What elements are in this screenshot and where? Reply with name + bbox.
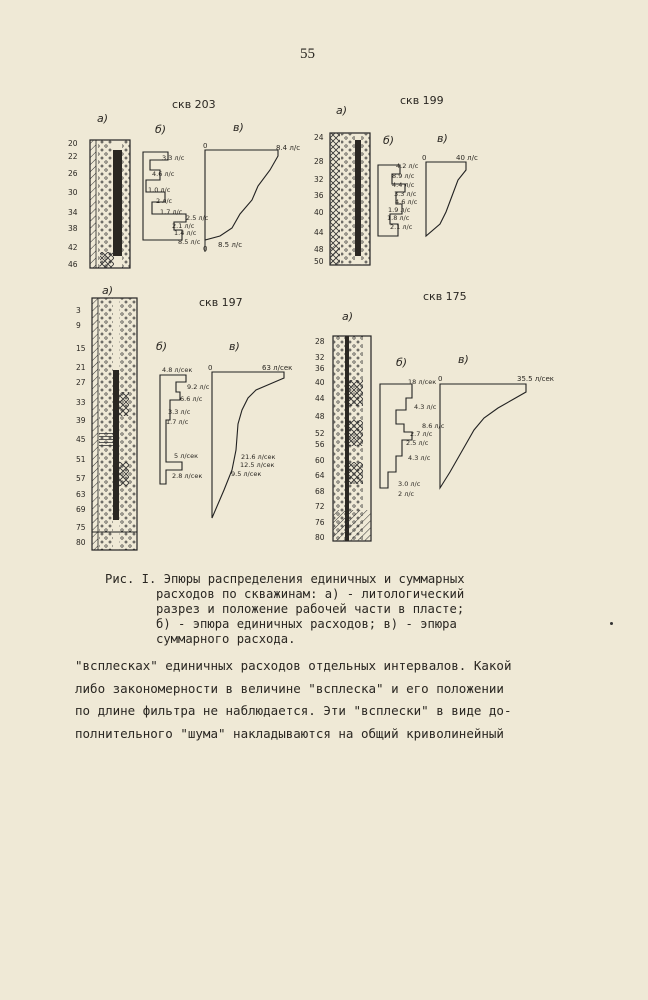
svg-text:34: 34 bbox=[68, 208, 78, 217]
svg-text:38: 38 bbox=[68, 224, 78, 233]
svg-text:64: 64 bbox=[315, 471, 325, 480]
svg-text:0: 0 bbox=[208, 364, 213, 372]
svg-text:3.3 л/с: 3.3 л/с bbox=[394, 190, 417, 198]
ink-dot bbox=[610, 622, 613, 625]
well-197-label-a: а) bbox=[102, 284, 114, 297]
svg-text:57: 57 bbox=[76, 474, 86, 483]
well-203-label-a: а) bbox=[97, 112, 109, 125]
well-199-depths bbox=[314, 133, 324, 266]
svg-text:72: 72 bbox=[315, 502, 325, 511]
svg-text:39: 39 bbox=[76, 416, 86, 425]
svg-text:1.0 л/с: 1.0 л/с bbox=[148, 186, 171, 194]
well-199-label-b: б) bbox=[383, 134, 395, 147]
svg-text:3.3 л/с: 3.3 л/с bbox=[162, 154, 185, 162]
caption-line: б) - эпюра единичных расходов; в) - эпюра bbox=[156, 617, 457, 631]
well-175-label-b: б) bbox=[396, 356, 408, 369]
caption-line: разрез и положение рабочей части в пласте; bbox=[156, 602, 465, 616]
well-199-cumulative-labels bbox=[422, 154, 478, 162]
svg-text:26: 26 bbox=[68, 169, 78, 178]
svg-text:9: 9 bbox=[76, 321, 81, 330]
svg-text:63 л/сек: 63 л/сек bbox=[262, 364, 293, 372]
svg-text:46: 46 bbox=[68, 260, 78, 269]
svg-text:69: 69 bbox=[76, 505, 86, 514]
well-175-title: скв 175 bbox=[423, 290, 467, 303]
svg-text:50: 50 bbox=[314, 257, 324, 266]
well-199-title: скв 199 bbox=[400, 94, 444, 107]
svg-text:48: 48 bbox=[314, 245, 324, 254]
svg-text:0: 0 bbox=[422, 154, 427, 162]
svg-text:20: 20 bbox=[68, 139, 78, 148]
body-line: "всплесках" единичных расходов отдельных интервалов. Какой bbox=[75, 658, 512, 673]
svg-text:8.6 л/с: 8.6 л/с bbox=[422, 422, 445, 430]
svg-text:44: 44 bbox=[315, 394, 325, 403]
svg-text:42: 42 bbox=[68, 243, 78, 252]
svg-text:2.5 л/с: 2.5 л/с bbox=[406, 439, 429, 447]
svg-text:0: 0 bbox=[203, 245, 208, 253]
svg-text:4.8 л/сек: 4.8 л/сек bbox=[162, 366, 193, 374]
well-175-diagram bbox=[315, 290, 554, 542]
svg-text:2 л/с: 2 л/с bbox=[156, 197, 173, 205]
svg-text:51: 51 bbox=[76, 455, 86, 464]
svg-text:22: 22 bbox=[68, 152, 78, 161]
well-197-title: скв 197 bbox=[199, 296, 243, 309]
svg-text:32: 32 bbox=[315, 353, 325, 362]
svg-text:32: 32 bbox=[314, 175, 324, 184]
body-line: полнительного "шума" накладываются на общий криволинейный bbox=[75, 725, 504, 741]
svg-text:1.7 л/с: 1.7 л/с bbox=[160, 208, 183, 216]
body-paragraph bbox=[75, 655, 555, 745]
svg-text:1.4 л/с: 1.4 л/с bbox=[174, 229, 197, 237]
svg-text:5 л/сек: 5 л/сек bbox=[174, 452, 199, 460]
svg-text:48: 48 bbox=[315, 412, 325, 421]
svg-text:2.5 л/с: 2.5 л/с bbox=[186, 214, 209, 222]
body-line: либо закономерности в величине "всплеска" и его положении bbox=[75, 680, 504, 696]
svg-text:15: 15 bbox=[76, 344, 86, 353]
well-197-label-b: б) bbox=[156, 340, 168, 353]
svg-text:21: 21 bbox=[76, 363, 86, 372]
svg-text:76: 76 bbox=[315, 518, 325, 527]
well-175-label-a: а) bbox=[342, 310, 354, 323]
svg-text:18 л/сек: 18 л/сек bbox=[408, 378, 437, 386]
svg-text:3: 3 bbox=[76, 306, 81, 315]
well-199-label-v: в) bbox=[437, 132, 448, 145]
svg-text:8.4 л/с: 8.4 л/с bbox=[276, 144, 301, 152]
well-175-depths bbox=[315, 337, 325, 542]
caption-line: расходов по скважинам: а) - литологический bbox=[156, 587, 465, 601]
svg-text:1.7 л/с: 1.7 л/с bbox=[166, 418, 189, 426]
svg-text:4.3 л/с: 4.3 л/с bbox=[408, 454, 431, 462]
well-199-label-a: а) bbox=[336, 104, 348, 117]
svg-text:45: 45 bbox=[76, 435, 86, 444]
figure-caption bbox=[105, 572, 565, 647]
svg-text:60: 60 bbox=[315, 456, 325, 465]
svg-text:56: 56 bbox=[315, 440, 325, 449]
svg-text:2.1 л/с: 2.1 л/с bbox=[390, 223, 413, 231]
svg-text:21.6 л/сек: 21.6 л/сек bbox=[241, 453, 276, 461]
well-197-depths bbox=[76, 306, 86, 547]
svg-text:40: 40 bbox=[315, 378, 325, 387]
well-197-cumulative-labels bbox=[208, 364, 292, 372]
svg-text:1.9 л/с: 1.9 л/с bbox=[388, 206, 411, 214]
svg-text:27: 27 bbox=[76, 378, 86, 387]
svg-text:2.1 л/с: 2.1 л/с bbox=[172, 222, 195, 230]
svg-text:4.2 л/с: 4.2 л/с bbox=[396, 162, 419, 170]
svg-text:0: 0 bbox=[438, 375, 443, 383]
body-line: по длине фильтра не наблюдается. Эти "всплески" в виде до- bbox=[75, 703, 512, 718]
well-175-label-v: в) bbox=[458, 353, 469, 366]
well-175-unit-labels bbox=[398, 378, 445, 498]
well-203-title: скв 203 bbox=[172, 98, 216, 111]
svg-text:2.7 л/с: 2.7 л/с bbox=[410, 430, 433, 438]
svg-text:44: 44 bbox=[314, 228, 324, 237]
svg-text:35.5 л/сек: 35.5 л/сек bbox=[517, 375, 555, 383]
svg-text:0: 0 bbox=[203, 142, 208, 150]
svg-text:9.2 л/с: 9.2 л/с bbox=[187, 383, 210, 391]
svg-text:63: 63 bbox=[76, 490, 86, 499]
svg-text:8.5 л/с: 8.5 л/с bbox=[218, 241, 243, 249]
svg-text:2.8 л/сек: 2.8 л/сек bbox=[172, 472, 203, 480]
svg-text:12.5 л/сек: 12.5 л/сек bbox=[240, 461, 275, 469]
svg-text:4.6 л/с: 4.6 л/с bbox=[395, 198, 418, 206]
svg-text:68: 68 bbox=[315, 487, 325, 496]
svg-text:3.0 л/с: 3.0 л/с bbox=[398, 480, 421, 488]
well-199-diagram bbox=[314, 94, 478, 266]
svg-text:2 л/с: 2 л/с bbox=[398, 490, 415, 498]
caption-line: суммарного расхода. bbox=[156, 632, 296, 646]
svg-text:28: 28 bbox=[314, 157, 324, 166]
svg-text:33: 33 bbox=[76, 398, 86, 407]
svg-text:28: 28 bbox=[315, 337, 325, 346]
well-203-label-v: в) bbox=[233, 121, 244, 134]
well-197-unit-labels bbox=[162, 366, 275, 480]
svg-text:30: 30 bbox=[68, 188, 78, 197]
well-203-label-b: б) bbox=[155, 123, 167, 136]
svg-text:9.5 л/сек: 9.5 л/сек bbox=[231, 470, 262, 478]
svg-text:1.8 л/с: 1.8 л/с bbox=[387, 214, 410, 222]
caption-line: Рис. I. Эпюры распределения единичных и суммарных bbox=[105, 572, 465, 586]
svg-text:4.6 л/с: 4.6 л/с bbox=[152, 170, 175, 178]
svg-text:24: 24 bbox=[314, 133, 324, 142]
well-203-unit-labels bbox=[148, 154, 209, 246]
svg-text:80: 80 bbox=[315, 533, 325, 542]
svg-text:52: 52 bbox=[315, 429, 325, 438]
svg-text:40: 40 bbox=[314, 208, 324, 217]
well-197-diagram bbox=[76, 284, 292, 550]
svg-text:36: 36 bbox=[315, 364, 325, 373]
svg-text:75: 75 bbox=[76, 523, 86, 532]
svg-text:4.3 л/с: 4.3 л/с bbox=[414, 403, 437, 411]
well-203-diagram bbox=[68, 98, 300, 269]
well-197-label-v: в) bbox=[229, 340, 240, 353]
well-175-cumulative-labels bbox=[438, 375, 554, 383]
svg-text:6.6 л/с: 6.6 л/с bbox=[180, 395, 203, 403]
svg-text:4.4 л/с: 4.4 л/с bbox=[392, 181, 415, 189]
well-199-unit-labels bbox=[387, 162, 419, 231]
svg-text:3.3 л/с: 3.3 л/с bbox=[168, 408, 191, 416]
svg-text:36: 36 bbox=[314, 191, 324, 200]
svg-text:8.9 л/с: 8.9 л/с bbox=[392, 172, 415, 180]
svg-text:40 л/с: 40 л/с bbox=[456, 154, 478, 162]
svg-text:80: 80 bbox=[76, 538, 86, 547]
well-203-depths bbox=[68, 139, 78, 269]
svg-text:8.5 л/с: 8.5 л/с bbox=[178, 238, 201, 246]
page-number: 55 bbox=[300, 46, 315, 62]
